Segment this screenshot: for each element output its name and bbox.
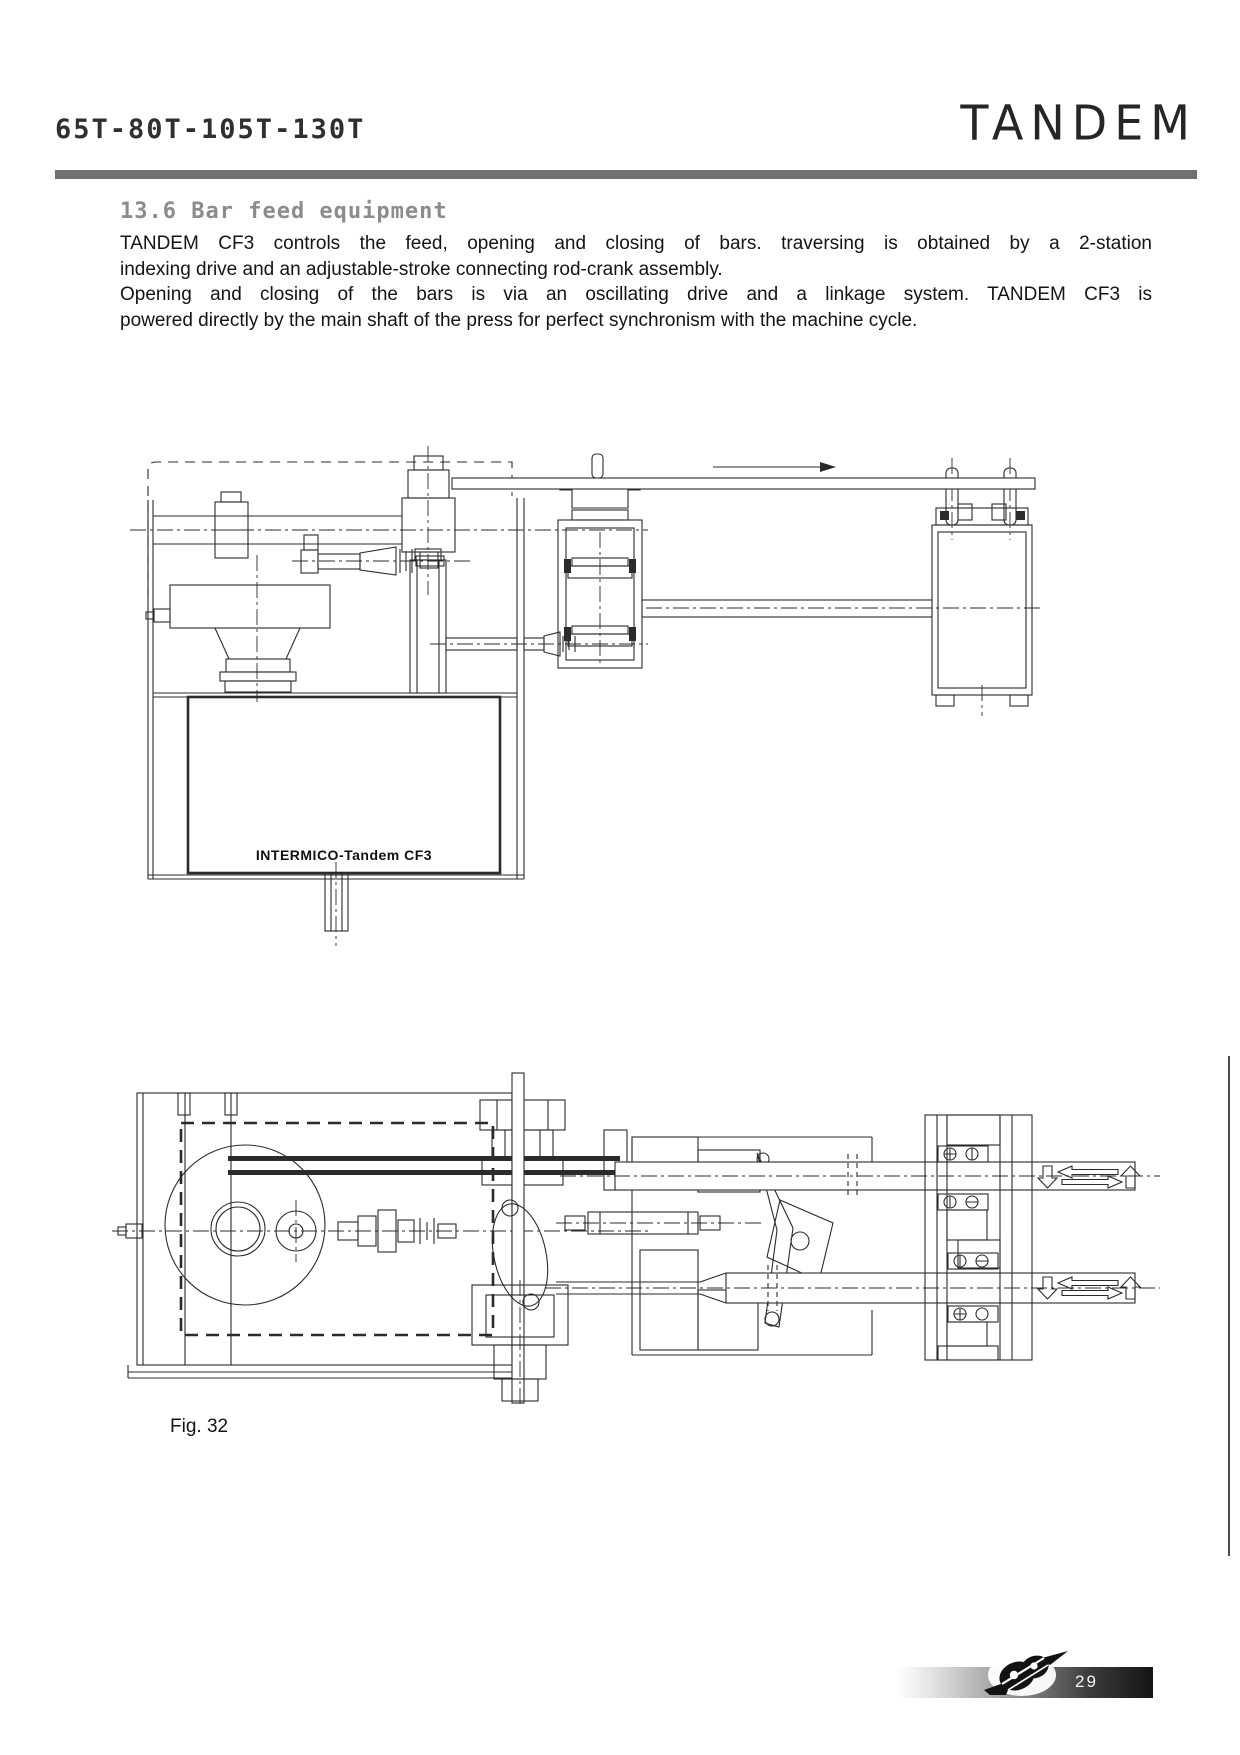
figure-caption: Fig. 32 (170, 1416, 229, 1437)
figure-side-view (0, 370, 1240, 955)
paragraph-line: indexing drive and an adjustable-stroke connecting rod-crank assembly. (120, 258, 723, 280)
paragraph-line: Opening and closing of the bars is via an oscillating drive and a linkage system. TANDEM CF3 is (120, 284, 1152, 305)
page-edge-line (1228, 1056, 1230, 1556)
page-number: 29 (1075, 1672, 1098, 1691)
figure-plan-view (0, 1050, 1240, 1450)
paragraph-line: powered directly by the main shaft of the press for perfect synchronism with the machine cycle. (120, 309, 918, 331)
body-text (120, 231, 1152, 333)
section-heading: 13.6 Bar feed equipment (120, 199, 448, 224)
header-rule (55, 170, 1197, 179)
machine-label: INTERMICO-Tandem CF3 (255, 847, 433, 863)
header-model-range: 65T-80T-105T-130T (55, 114, 366, 145)
brand-wordmark: TANDEM (960, 94, 1197, 152)
paragraph-line: TANDEM CF3 controls the feed, opening and closing of bars. traversing is obtained by a 2-station (120, 233, 1152, 254)
knot-logo-icon (972, 1642, 1076, 1706)
